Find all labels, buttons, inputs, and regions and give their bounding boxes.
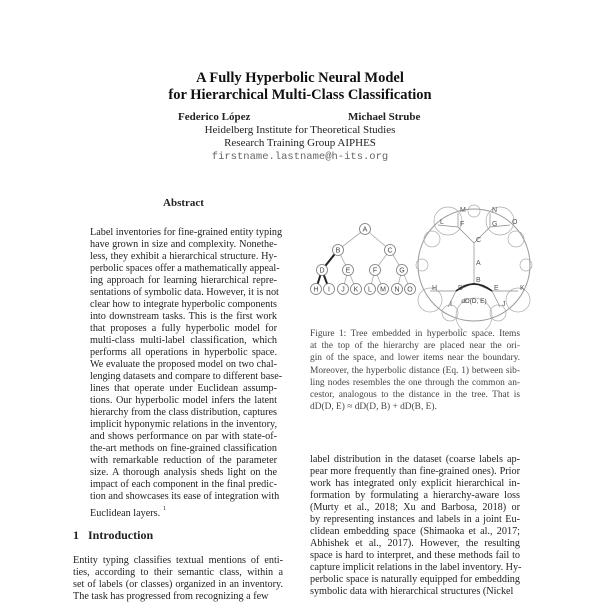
- text-line: (Murty et al., 2018; Xu and Barbosa, 2018) or: [310, 502, 520, 513]
- text-line: perbolic spaces offer a mathematically appeal-: [90, 263, 280, 274]
- text-line: Euclidean layers.: [90, 508, 161, 519]
- disk-node-label: F: [460, 221, 465, 228]
- author-1: Federico López: [178, 111, 251, 123]
- tree-node-label: J: [341, 286, 345, 294]
- text-line: set of labels (or classes) organized in an inventory.: [73, 579, 283, 590]
- tree-node-label: C: [387, 247, 393, 255]
- intro-body: [73, 555, 283, 603]
- disk-node-label: J: [502, 301, 506, 308]
- disk-node-label: H: [432, 285, 438, 292]
- text-line: hierarchy from the class distribution, captures: [90, 407, 277, 418]
- text-line: work has integrated only explicit hierarchical in-: [310, 478, 520, 489]
- text-line: impact of each component in the final predic-: [90, 479, 277, 490]
- tree-node-label: N: [394, 286, 400, 294]
- tree-node-label: K: [353, 286, 359, 294]
- text-line: label distribution in the dataset (coarse labels ap-: [310, 454, 520, 465]
- tree-node-label: A: [362, 226, 368, 234]
- disk-node-label: A: [476, 260, 481, 267]
- text-line: clidean embedding space (Shimaoka et al., 2017;: [310, 526, 520, 537]
- text-line: tions. Our hyperbolic model infers the latent: [90, 395, 277, 406]
- right-column-body: [310, 454, 520, 598]
- text-line: with remarkable reduction of the parameter: [90, 455, 277, 466]
- text-line: the-art methods on fine-grained classification: [90, 443, 277, 454]
- text-line: pear more frequently than fine-grained ones). Prior: [310, 466, 520, 477]
- abstract-heading: Abstract: [163, 197, 204, 209]
- affiliation-1: Heidelberg Institute for Theoretical Studies: [204, 124, 396, 136]
- text-line: lines that operate under Euclidean assump-: [90, 383, 277, 394]
- tree-node-label: H: [313, 286, 319, 294]
- disk-node-label: G: [492, 221, 498, 228]
- disk-node-label: E: [494, 285, 499, 292]
- text-line: dD(D, E) ≈ dD(D, B) + dD(B, E).: [310, 402, 437, 413]
- text-line: The task has progressed from recognizing a few: [73, 591, 269, 602]
- text-line: clear how to integrate hyperbolic components: [90, 299, 277, 310]
- text-line: cestor, analogous to the distance in the tree. That is: [310, 389, 520, 400]
- text-line: that proposes a fully hyperbolic model for: [90, 323, 277, 334]
- disk-node-label: B: [476, 277, 481, 284]
- disk-node-label: O: [512, 219, 518, 226]
- text-line: perbolic space is naturally equipped for embedding: [310, 574, 520, 585]
- text-line: Entity typing classifies textual mentions of enti-: [73, 555, 283, 566]
- text-line: implicit hyponymic relations in the inventory,: [90, 419, 277, 430]
- text-line: multi-class multi-label classification, which: [90, 335, 277, 346]
- paper-title-line-2: for Hierarchical Multi-Class Classification: [168, 87, 432, 103]
- disk-node-label: I: [450, 301, 452, 308]
- text-line: lenging datasets and compare to different base-: [90, 371, 283, 382]
- tree-node-label: O: [407, 286, 413, 294]
- disk-node-label: M: [460, 207, 466, 214]
- text-line: performs all operations in hyperbolic space.: [90, 347, 277, 358]
- tree-node-label: B: [335, 247, 341, 255]
- text-line: ing approach for learning hierarchical repre-: [90, 275, 277, 286]
- tree-node-label: F: [372, 267, 378, 275]
- section-title: Introduction: [88, 528, 154, 542]
- disk-node-label: C: [476, 237, 482, 244]
- disk-node-label: L: [440, 219, 444, 226]
- text-line: ties, according to their semantic class, within a: [73, 567, 283, 578]
- abstract-body: [90, 227, 283, 521]
- text-line: symbolic data with hierarchical structures (Nickel: [310, 586, 514, 597]
- text-line: Moreover, the hyperbolic distance (Eq. 1) between sib-: [310, 365, 520, 376]
- text-line: Label inventories for fine-grained entity typing: [90, 227, 283, 238]
- text-line: by representing instances and labels in a joint Eu-: [310, 514, 520, 525]
- tree-node-label: M: [380, 286, 386, 294]
- text-line: ling nodes resembles the one through the common an-: [310, 377, 520, 388]
- footnote-mark: 1: [163, 505, 167, 512]
- text-line: tion and showcases its ease of integration with: [90, 491, 280, 502]
- figure-1: [300, 195, 540, 330]
- text-line: Abhishek et al., 2017). However, the resulting: [310, 538, 520, 549]
- tree-node-label: D: [319, 267, 325, 275]
- text-line: Figure 1: Tree embedded in hyperbolic space. Items: [310, 329, 520, 339]
- email: firstname.lastname@h-its.org: [211, 151, 389, 163]
- distance-label: dD(D, E): [461, 298, 487, 305]
- paper-title-line-1: A Fully Hyperbolic Neural Model: [196, 70, 404, 86]
- figure-caption: [310, 328, 520, 413]
- text-line: into downstream tasks. This is the first work: [90, 311, 277, 322]
- intro-heading: [73, 528, 283, 543]
- text-line: and shows performance on par with state-of-: [90, 431, 277, 442]
- text-line: less, they exhibit a hierarchical structure. Hy-: [90, 251, 277, 262]
- tree-node-label: E: [345, 267, 351, 275]
- text-line: space is hard to interpret, and these methods fail to: [310, 550, 520, 561]
- tree-node-label: G: [399, 267, 405, 275]
- text-line: We evaluate the proposed model on two chal-: [90, 359, 277, 370]
- tree-node-label: I: [328, 286, 330, 294]
- disk-node-label: K: [520, 285, 525, 292]
- section-number: 1: [73, 528, 79, 542]
- text-line: sentations of symbolic data. However, it is not: [90, 287, 279, 298]
- text-line: have grown in size and complexity. Nonethe-: [90, 239, 277, 250]
- text-line: at the top of the hierarchy are placed near the ori-: [310, 341, 520, 352]
- text-line: gin of the space, and lower items near the boundary.: [310, 353, 520, 364]
- affiliation-2: Research Training Group AIPHES: [224, 137, 376, 149]
- disk-node-label: D: [458, 285, 464, 292]
- text-line: formation by formulating a hierarchy-aware loss: [310, 490, 520, 501]
- disk-node-label: N: [492, 207, 498, 214]
- tree-node-label: L: [368, 286, 372, 294]
- text-line: size. A thorough analysis sheds light on the: [90, 467, 277, 478]
- text-line: capture implicit relations in the label inventory. Hy-: [310, 562, 522, 573]
- author-2: Michael Strube: [348, 111, 421, 123]
